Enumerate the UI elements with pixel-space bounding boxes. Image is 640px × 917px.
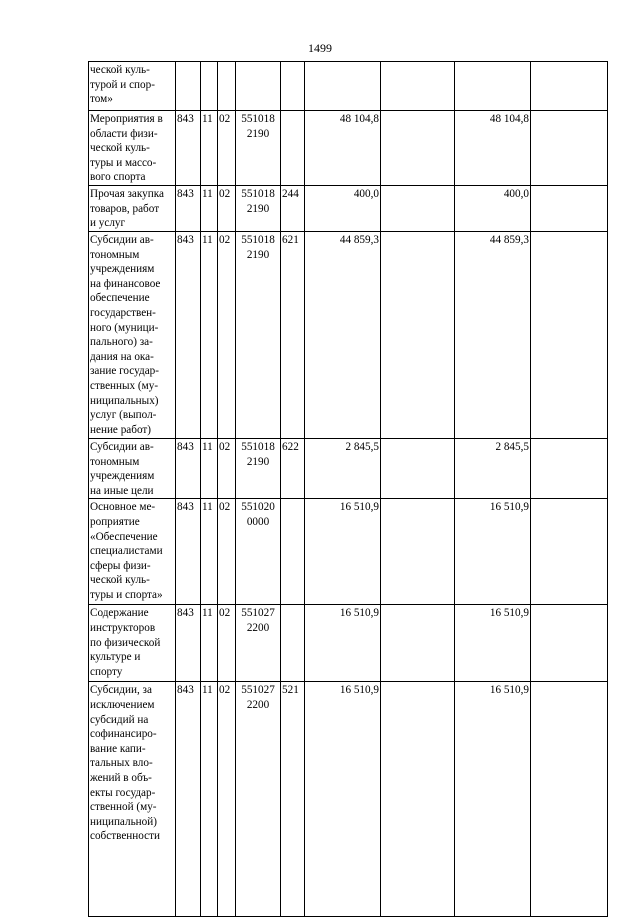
target-article-part: 551018	[241, 440, 275, 453]
ministry-code-cell: 843	[176, 111, 201, 186]
amount-total-cell: 400,0	[305, 185, 381, 231]
row-name-line: ческой куль-	[90, 64, 150, 76]
section-code-cell: 11	[201, 605, 218, 682]
expense-type-cell	[281, 605, 305, 682]
amount-regional-cell: 44 859,3	[455, 231, 531, 438]
row-name-line: учреждениям	[90, 263, 155, 276]
section-code-cell: 11	[201, 111, 218, 186]
expense-type-cell: 521	[281, 682, 305, 917]
amount-regional-cell	[455, 62, 531, 111]
ministry-code-cell	[176, 62, 201, 111]
amount-other-cell	[531, 185, 608, 231]
amount-total-cell	[305, 62, 381, 111]
row-name-line: культуре и	[90, 651, 141, 664]
subsection-code-cell: 02	[218, 438, 236, 498]
row-name-line: Основное ме-	[90, 501, 156, 514]
row-name-line: инструкторов	[90, 621, 156, 634]
row-name-line: по физической	[90, 636, 161, 649]
budget-table	[88, 61, 608, 917]
expense-type-cell: 622	[281, 438, 305, 498]
target-article-part: 2200	[246, 621, 270, 634]
target-article-cell	[236, 499, 281, 605]
amount-other-cell	[531, 605, 608, 682]
ministry-code-cell: 843	[176, 682, 201, 917]
row-name-line: дания на ока-	[90, 350, 154, 363]
target-article-part: 551020	[241, 501, 275, 514]
row-name-line: учреждениям	[90, 470, 155, 483]
table-row	[89, 438, 608, 498]
table-row	[89, 605, 608, 682]
amount-federal-cell	[381, 682, 455, 917]
table-row	[89, 111, 608, 186]
row-name-line: ниципальных)	[90, 394, 159, 407]
ministry-code-cell: 843	[176, 605, 201, 682]
row-name-line: ного (муници-	[90, 321, 159, 334]
row-name-line: туры и спорта»	[90, 588, 163, 601]
target-article-cell	[236, 682, 281, 917]
section-code-cell: 11	[201, 185, 218, 231]
row-name-line: тальных вло-	[90, 757, 153, 770]
row-name-line: субсидий на	[90, 713, 149, 726]
subsection-code-cell: 02	[218, 231, 236, 438]
amount-other-cell	[531, 682, 608, 917]
row-name-line: тономным	[90, 248, 140, 261]
subsection-code-cell: 02	[218, 185, 236, 231]
row-name-line: Субсидии ав-	[90, 233, 154, 246]
row-name-line: роприятие	[90, 515, 140, 528]
table-body	[89, 62, 608, 917]
subsection-code-cell: 02	[218, 605, 236, 682]
target-article-part: 2190	[246, 248, 270, 261]
row-name-line: турой и спор-	[90, 78, 155, 91]
target-article-cell	[236, 185, 281, 231]
row-name-line: ственных (му-	[90, 379, 159, 392]
ministry-code-cell: 843	[176, 438, 201, 498]
row-name-line: ческой куль-	[90, 142, 150, 155]
target-article-part: 551018	[241, 187, 275, 200]
amount-total-cell: 2 845,5	[305, 438, 381, 498]
section-code-cell: 11	[201, 231, 218, 438]
target-article-part: 551027	[241, 684, 275, 697]
ministry-code-cell: 843	[176, 185, 201, 231]
row-name-cell	[89, 111, 176, 186]
row-name-line: обеспечение	[90, 292, 150, 305]
row-name-line: Субсидии ав-	[90, 440, 154, 453]
row-name-cell	[89, 499, 176, 605]
row-name-cell	[89, 682, 176, 917]
expense-type-cell: 621	[281, 231, 305, 438]
amount-regional-cell: 2 845,5	[455, 438, 531, 498]
target-article-part: 2200	[246, 698, 270, 711]
target-article-part: 551018	[241, 233, 275, 246]
amount-regional-cell: 400,0	[455, 185, 531, 231]
expense-type-cell	[281, 62, 305, 111]
amount-regional-cell: 16 510,9	[455, 499, 531, 605]
row-name-line: ческой куль-	[90, 574, 150, 587]
row-name-line: на финансовое	[90, 277, 161, 290]
target-article-part: 551027	[241, 607, 275, 620]
row-name-line: Субсидии, за	[90, 684, 152, 697]
row-name-line: сферы физи-	[90, 559, 151, 572]
amount-regional-cell: 16 510,9	[455, 605, 531, 682]
row-name-line: собственности	[90, 830, 160, 843]
row-name-line: ниципальной)	[90, 815, 157, 828]
target-article-part: 0000	[246, 515, 270, 528]
row-name-line: и услуг	[90, 217, 126, 230]
row-name-line: спорту	[90, 665, 123, 678]
amount-federal-cell	[381, 231, 455, 438]
amount-federal-cell	[381, 185, 455, 231]
amount-other-cell	[531, 499, 608, 605]
row-name-line: товаров, работ	[90, 202, 160, 215]
row-name-line: Прочая закупка	[90, 187, 164, 200]
row-name-line: Содержание	[90, 607, 149, 620]
row-name-line: государствен-	[90, 306, 156, 319]
target-article-cell	[236, 231, 281, 438]
row-name-line: том»	[90, 93, 113, 106]
table-row	[89, 682, 608, 917]
row-name-line: вание капи-	[90, 742, 146, 755]
section-code-cell: 11	[201, 438, 218, 498]
amount-regional-cell: 48 104,8	[455, 111, 531, 186]
amount-other-cell	[531, 62, 608, 111]
subsection-code-cell	[218, 62, 236, 111]
row-name-cell	[89, 231, 176, 438]
row-name-line: зание государ-	[90, 365, 159, 378]
row-name-line: екты государ-	[90, 786, 156, 799]
row-name-cell	[89, 605, 176, 682]
expense-type-cell	[281, 499, 305, 605]
amount-other-cell	[531, 111, 608, 186]
amount-federal-cell	[381, 499, 455, 605]
expense-type-cell: 244	[281, 185, 305, 231]
amount-total-cell: 16 510,9	[305, 499, 381, 605]
target-article-part: 551018	[241, 113, 275, 125]
row-name-cell	[89, 438, 176, 498]
amount-other-cell	[531, 438, 608, 498]
row-name-line: исключением	[90, 698, 155, 711]
target-article-part: 2190	[246, 455, 270, 468]
row-name-line: специалистами	[90, 545, 163, 558]
ministry-code-cell: 843	[176, 499, 201, 605]
amount-regional-cell: 16 510,9	[455, 682, 531, 917]
row-name-line: на иные цели	[90, 484, 154, 497]
amount-total-cell: 16 510,9	[305, 605, 381, 682]
table-row	[89, 185, 608, 231]
section-code-cell: 11	[201, 499, 218, 605]
amount-federal-cell	[381, 438, 455, 498]
amount-federal-cell	[381, 605, 455, 682]
row-name-line: нение работ)	[90, 423, 152, 436]
amount-other-cell	[531, 231, 608, 438]
row-name-line: тономным	[90, 455, 140, 468]
section-code-cell	[201, 62, 218, 111]
section-code-cell: 11	[201, 682, 218, 917]
target-article-cell	[236, 62, 281, 111]
row-name-line: жений в объ-	[90, 771, 152, 784]
target-article-cell	[236, 438, 281, 498]
amount-federal-cell	[381, 62, 455, 111]
subsection-code-cell: 02	[218, 499, 236, 605]
amount-federal-cell	[381, 111, 455, 186]
target-article-part: 2190	[246, 127, 270, 140]
table-row	[89, 499, 608, 605]
row-name-line: услуг (выпол-	[90, 409, 157, 422]
table-row	[89, 62, 608, 111]
amount-total-cell: 44 859,3	[305, 231, 381, 438]
expense-type-cell	[281, 111, 305, 186]
row-name-cell	[89, 185, 176, 231]
target-article-cell	[236, 111, 281, 186]
row-name-cell	[89, 62, 176, 111]
row-name-line: пального) за-	[90, 336, 153, 349]
ministry-code-cell: 843	[176, 231, 201, 438]
row-name-line: области физи-	[90, 127, 158, 140]
subsection-code-cell: 02	[218, 682, 236, 917]
row-name-line: вого спорта	[90, 171, 146, 184]
page-number: 1499	[308, 41, 332, 55]
row-name-line: «Обеспечение	[90, 530, 158, 543]
row-name-line: туры и массо-	[90, 156, 157, 169]
subsection-code-cell: 02	[218, 111, 236, 186]
target-article-part: 2190	[246, 202, 270, 215]
row-name-line: софинансиро-	[90, 728, 157, 741]
amount-total-cell: 48 104,8	[305, 111, 381, 186]
row-name-line: ственной (му-	[90, 801, 157, 814]
target-article-cell	[236, 605, 281, 682]
table-row	[89, 231, 608, 438]
amount-total-cell: 16 510,9	[305, 682, 381, 917]
row-name-line: Мероприятия в	[90, 113, 163, 125]
